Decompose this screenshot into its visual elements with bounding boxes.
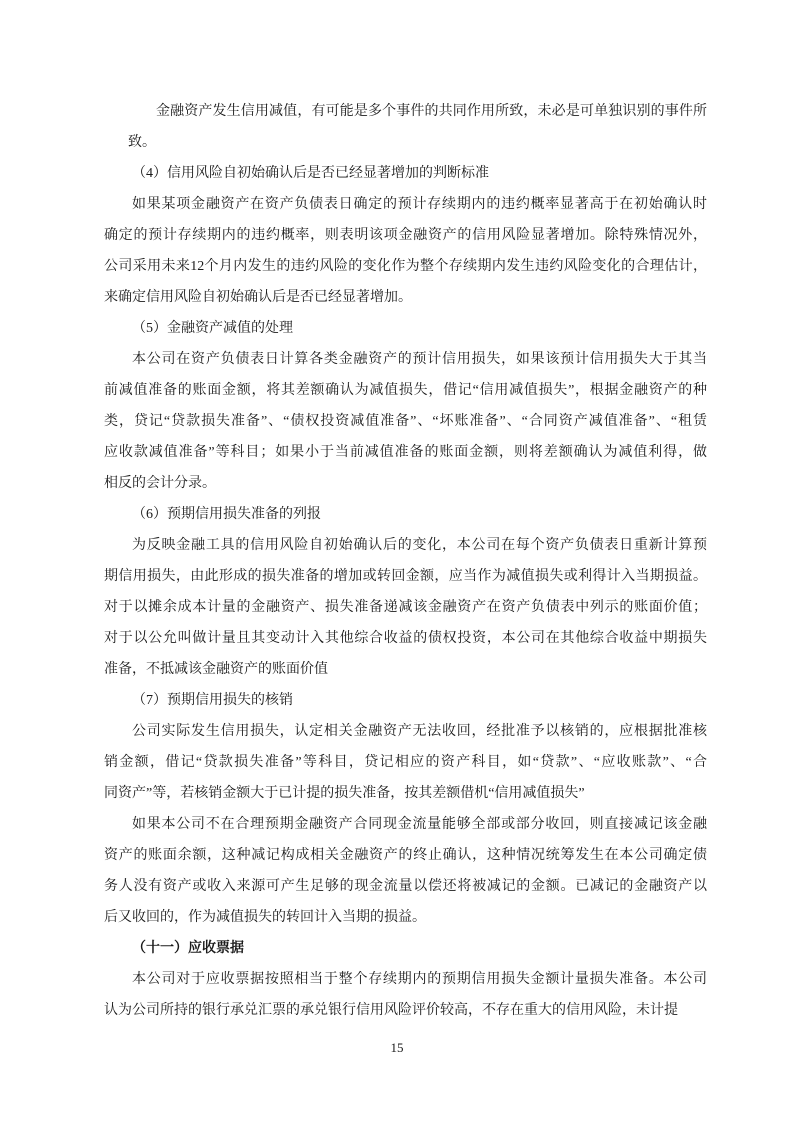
text-line: （十一）应收票据 xyxy=(132,941,244,956)
para-credit-impairment-events xyxy=(128,96,707,158)
text-line: 为反映金融工具的信用风险自初始确认后的变化，本公司在每个资产负债表日重新计算预 xyxy=(132,538,707,553)
text-line: 来确定信用风险自初始确认后是否已经显著增加。 xyxy=(104,290,412,305)
text-line: （6）预期信用损失准备的列报 xyxy=(132,507,321,522)
text-line: 对于以公允叫做计量且其变动计入其他综合收益的债权投资，本公司在其他综合收益中期损失 xyxy=(104,631,707,646)
text-line: 公司实际发生信用损失，认定相关金融资产无法收回，经批准予以核销的，应根据批准核 xyxy=(132,724,707,739)
heading-4-credit-risk-increase-criteria xyxy=(104,158,707,189)
text-line: 务人没有资产或收入来源可产生足够的现金流量以偿还将被减记的金额。已减记的金融资产以 xyxy=(104,879,707,894)
text-line: 类，贷记“贷款损失准备”、“债权投资减值准备”、“坏账准备”、“合同资产减值准备”、“租赁 xyxy=(104,414,707,429)
text-line: 期信用损失，由此形成的损失准备的增加或转回金额，应当作为减值损失或利得计入当期损益。 xyxy=(104,569,707,584)
text-line: 公司采用未来12个月内发生的违约风险的变化作为整个存续期内发生违约风险变化的合理估计， xyxy=(104,259,707,274)
text-line: 应收款减值准备”等科目；如果小于当前减值准备的账面金额，则将差额确认为减值利得，做 xyxy=(104,445,707,460)
text-line: 本公司对于应收票据按照相当于整个存续期内的预期信用损失金额计量损失准备。本公司 xyxy=(132,972,707,987)
text-line: 准备，不抵减该金融资产的账面价值 xyxy=(104,662,328,677)
heading-11-notes-receivable xyxy=(104,933,707,964)
text-line: 确定的预计存续期内的违约概率，则表明该项金融资产的信用风险显著增加。除特殊情况外， xyxy=(104,228,707,243)
text-line: 销金额，借记“贷款损失准备”等科目，贷记相应的资产科目，如“贷款”、“应收账款”、“合 xyxy=(104,755,707,770)
para-writeoff-accounting xyxy=(104,716,707,809)
page-number: 15 xyxy=(390,1040,404,1055)
text-line: 对于以摊余成本计量的金融资产、损失准备递减该金融资产在资产负债表中列示的账面价值； xyxy=(104,600,707,615)
heading-6-ecl-presentation xyxy=(104,499,707,530)
text-line: 认为公司所持的银行承兑汇票的承兑银行信用风险评价较高，不存在重大的信用风险，未计提 xyxy=(104,1003,678,1018)
text-line: 致。 xyxy=(128,135,156,150)
text-line: （5）金融资产减值的处理 xyxy=(132,321,293,336)
text-line: 金融资产发生信用减值，有可能是多个事件的共同作用所致，未必是可单独识别的事件所 xyxy=(156,104,707,119)
para-default-probability xyxy=(104,189,707,313)
text-line: 后又收回的，作为减值损失的转回计入当期的损益。 xyxy=(104,910,426,925)
text-line: 前减值准备的账面金额，将其差额确认为减值损失，借记“信用减值损失”，根据金融资产的种 xyxy=(104,383,707,398)
document-body xyxy=(104,96,707,1026)
para-notes-receivable-policy xyxy=(104,964,707,1026)
text-line: （4）信用风险自初始确认后是否已经显著增加的判断标准 xyxy=(132,166,489,181)
para-impairment-accounting xyxy=(104,344,707,499)
text-line: （7）预期信用损失的核销 xyxy=(132,693,293,708)
para-direct-writedown xyxy=(104,809,707,933)
text-line: 资产的账面余额，这种减记构成相关金融资产的终止确认，这种情况统筹发生在本公司确定债 xyxy=(104,848,707,863)
text-line: 本公司在资产负债表日计算各类金融资产的预计信用损失，如果该预计信用损失大于其当 xyxy=(132,352,707,367)
page-footer xyxy=(0,1039,794,1057)
text-line: 如果某项金融资产在资产负债表日确定的预计存续期内的违约概率显著高于在初始确认时 xyxy=(132,197,707,212)
text-line: 相反的会计分录。 xyxy=(104,476,216,491)
heading-5-impairment-treatment xyxy=(104,313,707,344)
text-line: 如果本公司不在合理预期金融资产合同现金流量能够全部或部分收回，则直接减记该金融 xyxy=(132,817,707,832)
heading-7-ecl-writeoff xyxy=(104,685,707,716)
para-ecl-presentation-detail xyxy=(104,530,707,685)
text-line: 同资产”等，若核销金额大于已计提的损失准备，按其差额借机“信用减值损失” xyxy=(104,786,585,801)
